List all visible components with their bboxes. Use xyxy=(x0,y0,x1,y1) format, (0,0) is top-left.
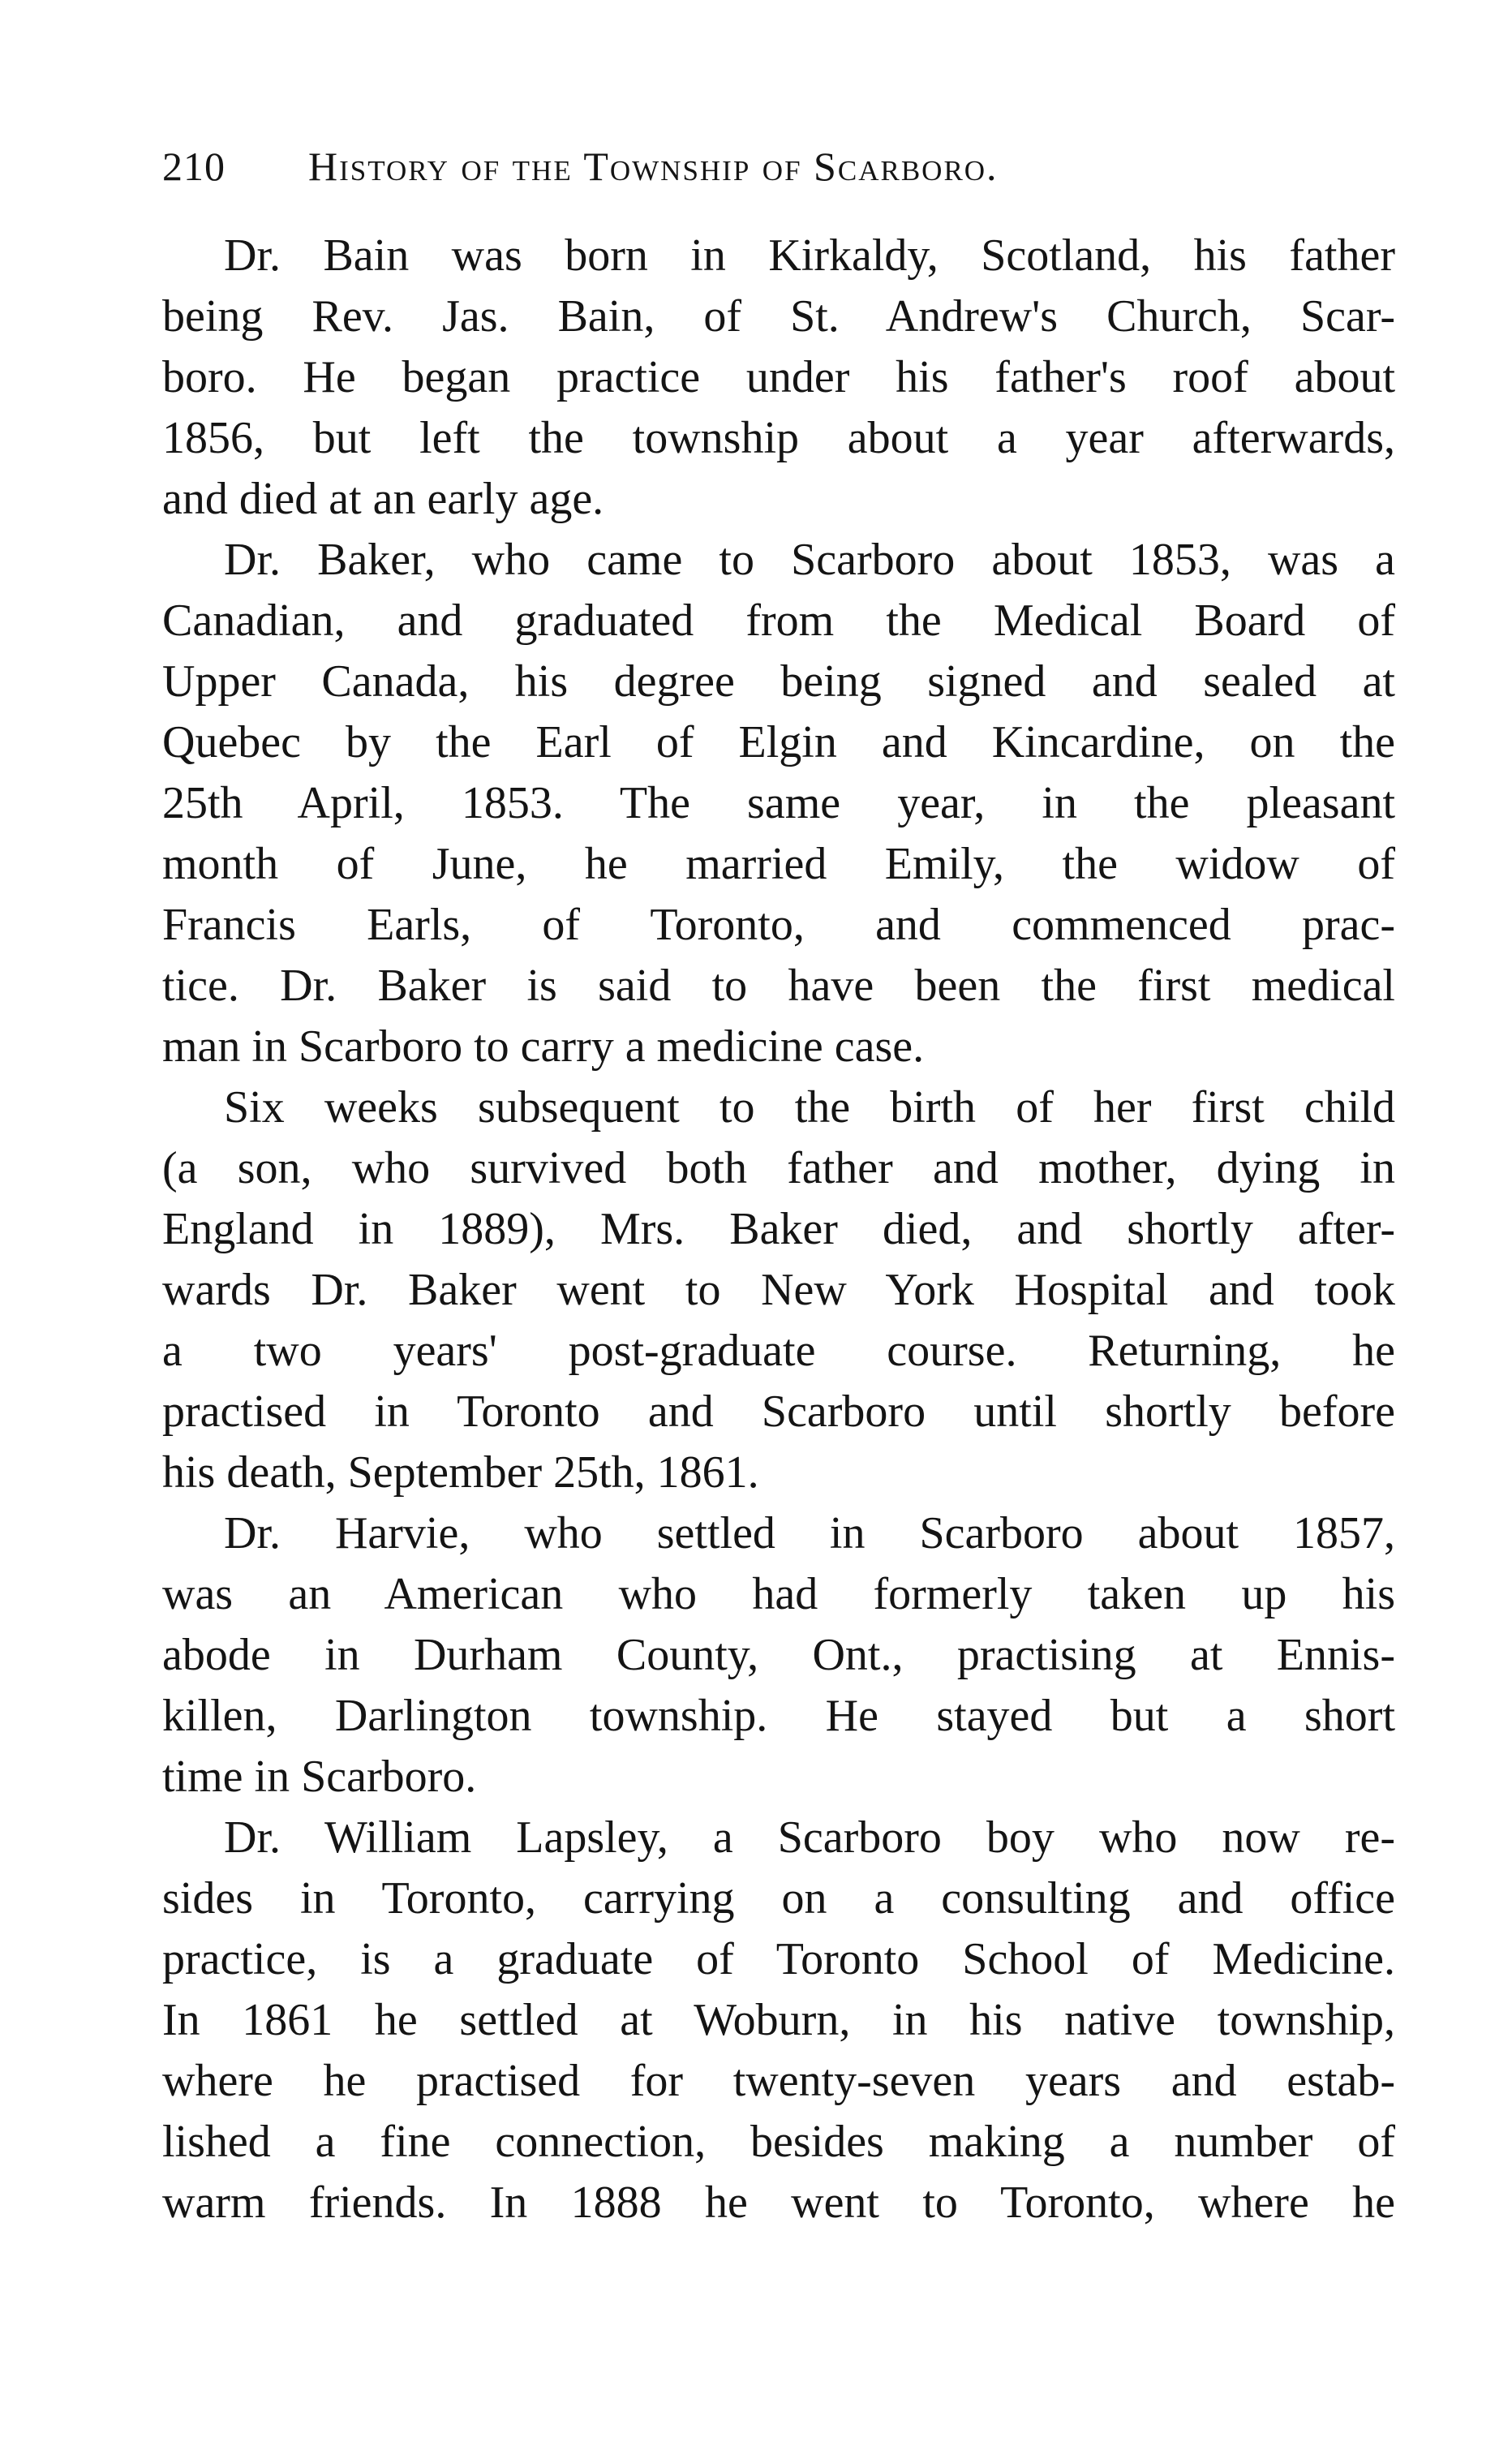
paragraph-line: Six weeks subsequent to the birth of her first child xyxy=(224,1082,1395,1133)
paragraph-line: (a son, who survived both father and mother, dying in xyxy=(162,1143,1395,1193)
paragraph-line: England in 1889), Mrs. Baker died, and shortly after- xyxy=(162,1204,1395,1254)
paragraph-line: Dr. Baker, who came to Scarboro about 1853, was a xyxy=(224,535,1395,585)
paragraph-line: wards Dr. Baker went to New York Hospital and took xyxy=(162,1265,1395,1315)
paragraph-line: Dr. Harvie, who settled in Scarboro about 1857, xyxy=(224,1508,1395,1558)
body-text xyxy=(162,226,1395,2233)
paragraph-line: was an American who had formerly taken up his xyxy=(162,1569,1395,1619)
paragraph-line: practised in Toronto and Scarboro until shortly before xyxy=(162,1386,1395,1437)
paragraph-line: 25th April, 1853. The same year, in the pleasant xyxy=(162,778,1395,828)
paragraph-line: killen, Darlington township. He stayed but a short xyxy=(162,1691,1395,1741)
paragraph-line: Upper Canada, his degree being signed and sealed at xyxy=(162,656,1395,707)
running-head xyxy=(162,138,1395,195)
paragraph-line: lished a fine connection, besides making a number of xyxy=(162,2117,1395,2167)
paragraph-line: Quebec by the Earl of Elgin and Kincardine, on the xyxy=(162,717,1395,767)
paragraph-line: warm friends. In 1888 he went to Toronto, where he xyxy=(162,2177,1395,2228)
paragraph-line: tice. Dr. Baker is said to have been the first medical xyxy=(162,961,1395,1011)
paragraph-line: boro. He began practice under his father's roof about xyxy=(162,352,1395,402)
page-number: 210 xyxy=(162,144,226,189)
paragraph-line: Canadian, and graduated from the Medical Board of xyxy=(162,595,1395,646)
paragraph-line: a two years' post-graduate course. Returning, he xyxy=(162,1326,1395,1376)
paragraph-line: Francis Earls, of Toronto, and commenced prac- xyxy=(162,900,1395,950)
paragraph-line: man in Scarboro to carry a medicine case. xyxy=(162,1021,925,1072)
paragraph-line: being Rev. Jas. Bain, of St. Andrew's Church, Scar- xyxy=(162,291,1395,342)
paragraph-line: where he practised for twenty-seven years and estab- xyxy=(162,2056,1395,2106)
paragraph-line: time in Scarboro. xyxy=(162,1752,477,1802)
running-title: History of the Township of Scarboro. xyxy=(308,144,999,189)
paragraph-line: his death, September 25th, 1861. xyxy=(162,1447,759,1498)
paragraph-line: sides in Toronto, carrying on a consulting and office xyxy=(162,1873,1395,1924)
paragraph-line: Dr. William Lapsley, a Scarboro boy who now re- xyxy=(224,1812,1395,1863)
paragraph-line: and died at an early age. xyxy=(162,474,604,524)
paragraph-line: In 1861 he settled at Woburn, in his native township, xyxy=(162,1995,1395,2045)
paragraph-line: 1856, but left the township about a year afterwards, xyxy=(162,413,1395,463)
paragraph-line: month of June, he married Emily, the widow of xyxy=(162,839,1395,889)
paragraph-line: practice, is a graduate of Toronto School of Medicine. xyxy=(162,1934,1395,1984)
paragraph-line: abode in Durham County, Ont., practising at Ennis- xyxy=(162,1630,1395,1680)
paragraph-line: Dr. Bain was born in Kirkaldy, Scotland, his father xyxy=(224,230,1395,281)
